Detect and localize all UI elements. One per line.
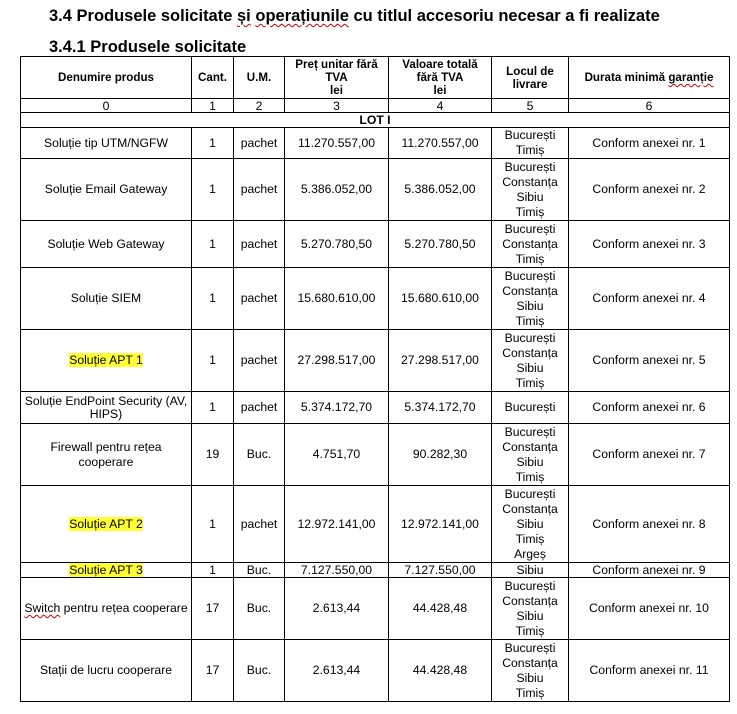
table-row <box>21 424 730 486</box>
unit-cell: Buc. <box>234 578 285 640</box>
location-cell <box>492 392 569 424</box>
location-item: București <box>504 400 556 414</box>
warranty-cell: Conform anexei nr. 9 <box>569 563 730 578</box>
product-name: Soluție SIEM <box>70 291 142 305</box>
product-name: Soluție APT 3 <box>69 562 143 577</box>
col-header-location: Locul de livrare <box>492 57 569 99</box>
products-table <box>20 56 730 702</box>
unit-cell: pachet <box>234 330 285 392</box>
col-number: 1 <box>192 99 234 113</box>
product-name-cell <box>21 128 192 159</box>
heading-text: cu titlul accesoriu necesar a fi realizate <box>348 7 660 25</box>
subsection-heading: 3.4.1 Produsele solicitate <box>49 38 247 56</box>
location-cell <box>492 563 569 578</box>
col-header-qty: Cant. <box>192 57 234 99</box>
unit-cell: pachet <box>234 159 285 221</box>
location-item: București <box>504 330 556 345</box>
col-number: 2 <box>234 99 285 113</box>
unit-price-cell: 27.298.517,00 <box>285 330 389 392</box>
location-item: Constanța <box>502 174 558 189</box>
location-item: Timiș <box>515 313 545 328</box>
unit-price-cell: 2.613,44 <box>285 578 389 640</box>
unit-price-cell: 5.374.172,70 <box>285 392 389 424</box>
location-item: Sibiu <box>516 360 544 375</box>
col-header-warranty <box>569 57 730 99</box>
location-item: Constanța <box>502 655 558 670</box>
table-row <box>21 221 730 268</box>
heading-word-flagged: operațiunile <box>255 7 349 25</box>
unit-cell: pachet <box>234 392 285 424</box>
total-value-cell: 90.282,30 <box>389 424 492 486</box>
location-item: Sibiu <box>516 670 544 685</box>
location-item: București <box>504 578 556 593</box>
location-item: București <box>504 159 556 174</box>
location-item: Timiș <box>515 685 545 700</box>
product-name: Soluție Web Gateway <box>47 236 165 251</box>
location-item: Timiș <box>515 623 545 638</box>
lot-label: LOT I <box>21 113 730 128</box>
col-number: 0 <box>21 99 192 113</box>
warranty-cell: Conform anexei nr. 3 <box>569 221 730 268</box>
table-row <box>21 268 730 330</box>
location-item: București <box>504 424 556 439</box>
unit-price-cell: 4.751,70 <box>285 424 389 486</box>
product-name: Firewall pentru rețea cooperare <box>50 439 162 469</box>
col-header-total: Valoare totală fără TVA lei <box>389 57 492 99</box>
unit-cell: Buc. <box>234 640 285 702</box>
location-item: București <box>504 268 556 283</box>
location-cell <box>492 640 569 702</box>
product-name-cell <box>21 563 192 578</box>
location-item: București <box>504 640 556 655</box>
unit-price-cell: 15.680.610,00 <box>285 268 389 330</box>
quantity-cell: 1 <box>192 128 234 159</box>
unit-price-cell: 5.270.780,50 <box>285 221 389 268</box>
total-value-cell: 44.428,48 <box>389 640 492 702</box>
product-name: Stații de lucru cooperare <box>39 663 173 677</box>
quantity-cell: 1 <box>192 159 234 221</box>
total-value-cell: 27.298.517,00 <box>389 330 492 392</box>
heading-text: 3.4 Produsele solicitate <box>49 7 237 25</box>
location-item: Sibiu <box>516 516 544 531</box>
table-row <box>21 486 730 563</box>
location-cell <box>492 221 569 268</box>
product-name-cell <box>21 640 192 702</box>
location-item: Constanța <box>502 439 558 454</box>
product-rows <box>21 128 730 702</box>
location-item: Timiș <box>515 204 545 219</box>
col-number: 3 <box>285 99 389 113</box>
product-name-cell <box>21 268 192 330</box>
col-number: 4 <box>389 99 492 113</box>
table-row <box>21 330 730 392</box>
header-row <box>21 57 730 99</box>
quantity-cell: 1 <box>192 486 234 563</box>
product-name-cell <box>21 578 192 640</box>
total-value-cell: 11.270.557,00 <box>389 128 492 159</box>
unit-cell: pachet <box>234 486 285 563</box>
warranty-cell: Conform anexei nr. 6 <box>569 392 730 424</box>
location-item: Constanța <box>502 593 558 608</box>
location-item: Constanța <box>502 283 558 298</box>
unit-cell: pachet <box>234 221 285 268</box>
total-value-cell: 44.428,48 <box>389 578 492 640</box>
quantity-cell: 1 <box>192 221 234 268</box>
quantity-cell: 17 <box>192 640 234 702</box>
warranty-cell: Conform anexei nr. 4 <box>569 268 730 330</box>
product-name-cell <box>21 392 192 424</box>
location-item: București <box>504 486 556 501</box>
location-item: Constanța <box>502 501 558 516</box>
location-cell <box>492 486 569 563</box>
warranty-cell: Conform anexei nr. 8 <box>569 486 730 563</box>
location-item: Sibiu <box>516 608 544 623</box>
total-value-cell: 15.680.610,00 <box>389 268 492 330</box>
location-item: Argeș <box>514 546 546 561</box>
unit-price-cell: 2.613,44 <box>285 640 389 702</box>
location-item: Timiș <box>515 469 545 484</box>
unit-cell: Buc. <box>234 563 285 578</box>
product-name-cell <box>21 424 192 486</box>
total-value-cell: 5.374.172,70 <box>389 392 492 424</box>
col-header-um: U.M. <box>234 57 285 99</box>
total-value-cell: 5.386.052,00 <box>389 159 492 221</box>
location-item: Timiș <box>515 375 545 390</box>
unit-cell: pachet <box>234 268 285 330</box>
unit-price-cell: 7.127.550,00 <box>285 563 389 578</box>
product-name: Soluție APT 1 <box>69 353 143 367</box>
location-cell <box>492 159 569 221</box>
total-value-cell: 12.972.141,00 <box>389 486 492 563</box>
unit-cell: Buc. <box>234 424 285 486</box>
location-item: Timiș <box>515 531 545 546</box>
table-row <box>21 640 730 702</box>
product-name: Soluție Email Gateway <box>44 182 168 196</box>
col-header-name: Denumire produs <box>21 57 192 99</box>
location-item: București <box>504 128 556 142</box>
warranty-cell: Conform anexei nr. 5 <box>569 330 730 392</box>
location-item: Timiș <box>515 143 545 157</box>
table-row <box>21 578 730 640</box>
table-row <box>21 392 730 424</box>
product-name: Soluție APT 2 <box>69 516 143 531</box>
location-cell <box>492 128 569 159</box>
table-row <box>21 563 730 578</box>
product-name: Switch pentru rețea cooperare <box>24 601 188 615</box>
warranty-cell: Conform anexei nr. 1 <box>569 128 730 159</box>
location-item: Constanța <box>502 236 558 251</box>
warranty-header-flagged-word: garanție <box>668 71 714 84</box>
total-value-cell: 7.127.550,00 <box>389 563 492 578</box>
col-number: 6 <box>569 99 730 113</box>
column-number-row <box>21 99 730 113</box>
location-cell <box>492 268 569 330</box>
unit-price-cell: 5.386.052,00 <box>285 159 389 221</box>
unit-price-cell: 11.270.557,00 <box>285 128 389 159</box>
quantity-cell: 19 <box>192 424 234 486</box>
warranty-cell: Conform anexei nr. 11 <box>569 640 730 702</box>
heading-word-flagged: și <box>237 7 251 25</box>
product-name-cell <box>21 486 192 563</box>
location-item: București <box>504 221 556 236</box>
section-heading <box>49 7 660 26</box>
location-item: Sibiu <box>516 298 544 313</box>
quantity-cell: 1 <box>192 268 234 330</box>
location-cell <box>492 578 569 640</box>
warranty-cell: Conform anexei nr. 7 <box>569 424 730 486</box>
product-name-cell <box>21 159 192 221</box>
location-item: Constanța <box>502 345 558 360</box>
quantity-cell: 17 <box>192 578 234 640</box>
quantity-cell: 1 <box>192 392 234 424</box>
table-row <box>21 159 730 221</box>
table-row <box>21 128 730 159</box>
location-item: Sibiu <box>516 189 544 204</box>
product-name: Soluție tip UTM/NGFW <box>44 135 168 150</box>
location-cell <box>492 424 569 486</box>
product-name-cell <box>21 221 192 268</box>
product-name: Soluție EndPoint Security (AV, HIPS) <box>24 393 188 421</box>
lot-row <box>21 113 730 128</box>
quantity-cell: 1 <box>192 330 234 392</box>
location-item: Sibiu <box>516 562 544 577</box>
total-value-cell: 5.270.780,50 <box>389 221 492 268</box>
warranty-header-text: Durata minimă <box>584 71 669 84</box>
location-cell <box>492 330 569 392</box>
location-item: Timiș <box>515 251 545 266</box>
col-header-unit-price: Preț unitar fără TVA lei <box>285 57 389 99</box>
quantity-cell: 1 <box>192 563 234 578</box>
unit-price-cell: 12.972.141,00 <box>285 486 389 563</box>
unit-cell: pachet <box>234 128 285 159</box>
product-name-cell <box>21 330 192 392</box>
warranty-cell: Conform anexei nr. 2 <box>569 159 730 221</box>
col-number: 5 <box>492 99 569 113</box>
location-item: Sibiu <box>516 454 544 469</box>
warranty-cell: Conform anexei nr. 10 <box>569 578 730 640</box>
